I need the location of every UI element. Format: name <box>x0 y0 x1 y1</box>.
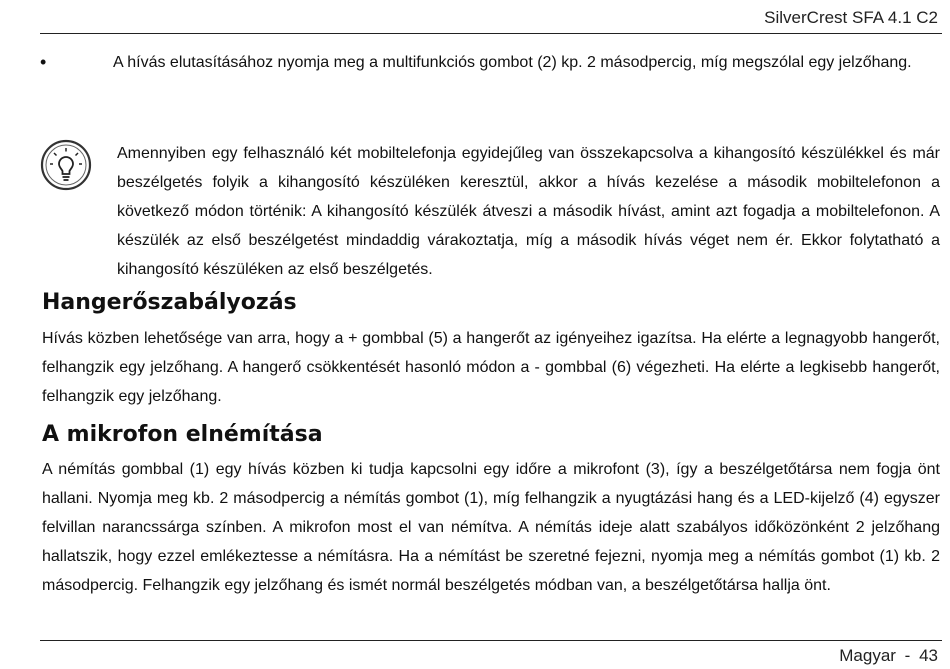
mute-section-text: A némítás gombbal (1) egy hívás közben ki tudja kapcsolni egy időre a mikrofont (3), így a beszélgetőtársa nem fogja önt hallani. Nyomja meg kb. 2 másodpercig a némítás gombot (1), míg felhangzik a nyugtázási hang és a LED-kijelző (4) egyszer felvillan narancssárga színben. A mikrofon most el van némítva. A némítás ideje alatt szabályos időközönként 2 jelzőhang hallatszik, hogy ezzel emlékeztesse a némításra. Ha a némítást be szeretné fejezni, nyomja meg a némítás gombot (1) kb. 2 másodpercig. Felhangzik egy jelzőhang és ismét normál beszélgetés módban van, a beszélgetőtársa hallja önt. <box>42 461 940 594</box>
note-text: Amennyiben egy felhasználó két mobiltelefonja egyidejűleg van összekapcsolva a kihangosító készülékkel és már beszélgetés folyik a kihangosító készüléken keresztül, akkor a hívás kezelése a második mobiltelefonon a következő módon történik: A kihangosító készülék átveszi a második hívást, amint azt fogadja a mobiltelefonon. A készülék az első beszélgetést mindaddig várakoztatja, míg a második hívás véget nem ér. Ekkor folytatható a kihangosító készüléken az első beszélgetés. <box>117 145 940 278</box>
note-box <box>40 139 940 284</box>
header-divider <box>40 33 942 34</box>
volume-section-heading: Hangerőszabályozás <box>42 290 297 315</box>
page-footer <box>835 646 938 666</box>
bullet-text: A hívás elutasításához nyomja meg a multifunkciós gombot (2) kp. 2 másodpercig, míg megszólal egy jelzőhang. <box>113 54 912 71</box>
document-header-title: SilverCrest SFA 4.1 C2 <box>764 8 938 27</box>
bullet-item <box>40 48 940 77</box>
footer-separator: - <box>904 646 911 665</box>
lightbulb-icon <box>40 139 92 191</box>
volume-section-text: Hívás közben lehetősége van arra, hogy a + gombbal (5) a hangerőt az igényeihez igazítsa. Ha elérte a legnagyobb hangerőt, felhangzik egy jelzőhang. A hangerő csökkentését hasonló módon a - gombbal (6) végezheti. Ha elérte a legkisebb hangerőt, felhangzik egy jelzőhang. <box>42 330 940 405</box>
mute-section-heading: A mikrofon elnémítása <box>42 422 323 447</box>
bullet-dot: • <box>40 52 47 72</box>
footer-divider <box>40 640 942 641</box>
footer-language: Magyar <box>839 646 896 665</box>
page-number: 43 <box>919 646 938 665</box>
